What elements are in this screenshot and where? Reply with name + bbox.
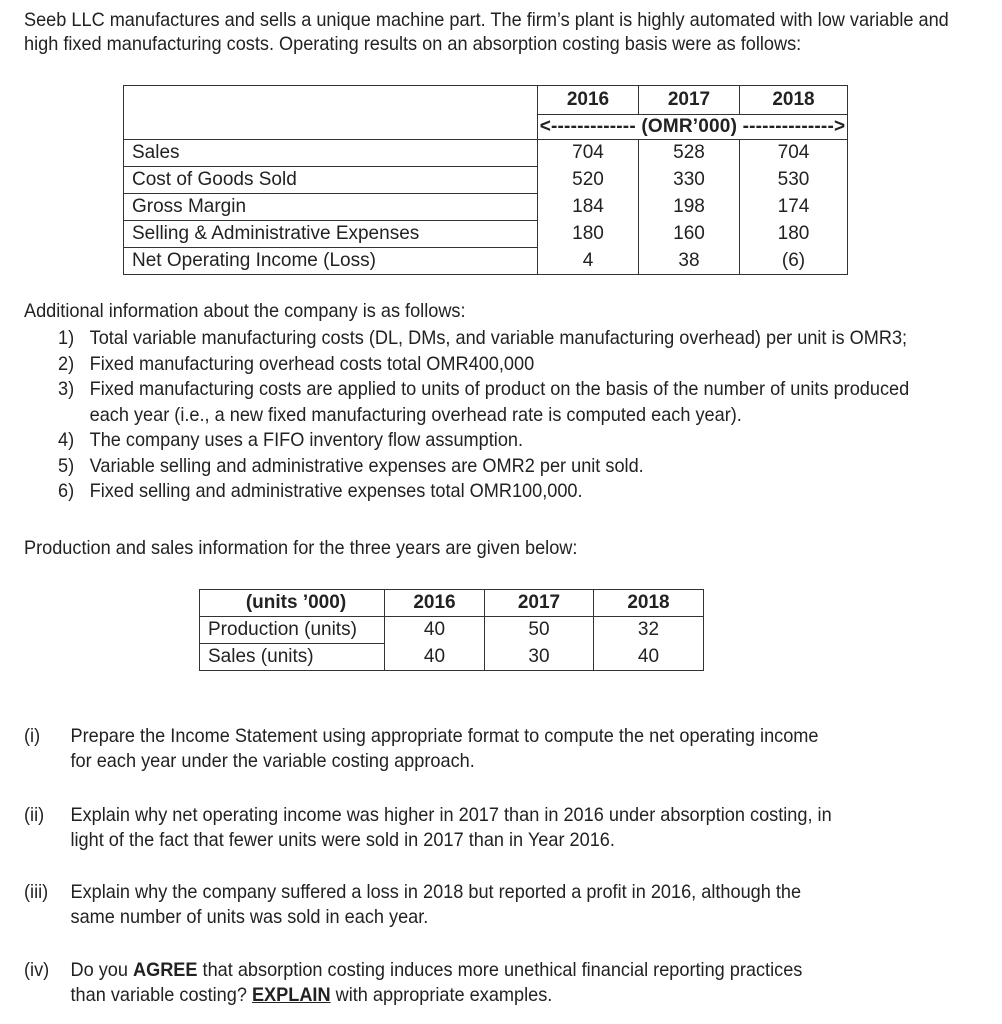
cell-value: 520 xyxy=(538,167,639,194)
list-item xyxy=(58,352,932,378)
list-item xyxy=(58,428,932,454)
emphasis-explain: EXPLAIN xyxy=(251,984,331,1006)
cell-value: 40 xyxy=(385,617,485,644)
year-header: 2017 xyxy=(485,590,594,617)
cell-value: 330 xyxy=(639,167,740,194)
table-row xyxy=(124,248,848,275)
question-text-part: Do you xyxy=(70,959,133,981)
row-label: Cost of Goods Sold xyxy=(124,167,538,194)
additional-info-heading: Additional information about the company is as follows: xyxy=(24,300,466,322)
cell-value: 174 xyxy=(740,194,848,221)
table-row xyxy=(124,140,848,167)
table-row xyxy=(124,194,848,221)
cell-value: 530 xyxy=(740,167,848,194)
cell-value: 704 xyxy=(740,140,848,167)
list-text: Fixed selling and administrative expenses total OMR100,000. xyxy=(89,480,583,502)
emphasis-agree: AGREE xyxy=(132,959,198,981)
list-number: 2) xyxy=(58,352,75,375)
table-row xyxy=(200,644,704,671)
question-line: same number of units was sold in each year. xyxy=(70,906,429,928)
question-iv xyxy=(24,958,842,1008)
cell-value: 160 xyxy=(639,221,740,248)
question-text xyxy=(71,958,843,1008)
row-label: Sales xyxy=(124,140,538,167)
cell-value: 4 xyxy=(538,248,639,275)
row-label: Production (units) xyxy=(200,617,385,644)
question-line: Explain why the company suffered a loss in 2018 but reported a profit in 2016, although the xyxy=(70,881,802,903)
list-number: 1) xyxy=(58,327,75,349)
table-row xyxy=(200,617,704,644)
question-text-part: with appropriate examples. xyxy=(330,984,553,1006)
question-text-part: that absorption costing induces more unethical financial reporting practices xyxy=(197,959,803,981)
question-line: light of the fact that fewer units were sold in 2017 than in Year 2016. xyxy=(70,829,615,851)
additional-info-list xyxy=(58,326,932,505)
list-item xyxy=(58,326,932,352)
list-item xyxy=(58,377,932,403)
cell-value: 38 xyxy=(639,248,740,275)
question-text-part: than variable costing? xyxy=(70,984,252,1006)
cell-value: 528 xyxy=(639,140,740,167)
cell-value: 180 xyxy=(740,221,848,248)
question-text xyxy=(71,724,843,774)
question-iii xyxy=(24,880,842,930)
question-line: for each year under the variable costing approach. xyxy=(70,750,475,772)
row-label: Net Operating Income (Loss) xyxy=(124,248,538,275)
list-text: Fixed manufacturing costs are applied to units of product on the basis of the number of units produced xyxy=(89,378,910,400)
list-number: 6) xyxy=(58,480,75,502)
unit-arrow-right: --------------> xyxy=(742,116,846,137)
income-table xyxy=(123,85,848,275)
cell-value: 40 xyxy=(385,644,485,671)
question-number: (iv) xyxy=(24,959,50,981)
unit-arrow-left: <------------- xyxy=(539,116,636,137)
cell-value: 198 xyxy=(639,194,740,221)
table-row xyxy=(124,221,848,248)
units-header: (units ’000) xyxy=(200,590,385,617)
question-text xyxy=(71,803,843,853)
production-heading: Production and sales information for the three years are given below: xyxy=(24,537,578,559)
list-number: 5) xyxy=(58,454,75,477)
income-table-year: 2018 xyxy=(740,86,848,115)
year-header: 2018 xyxy=(594,590,704,617)
cell-value: 184 xyxy=(538,194,639,221)
question-number: (iii) xyxy=(24,881,49,903)
intro-line: high fixed manufacturing costs. Operating results on an absorption costing basis were as follows: xyxy=(24,33,802,55)
list-number: 4) xyxy=(58,429,75,451)
table-row xyxy=(124,167,848,194)
question-ii xyxy=(24,803,842,853)
list-item xyxy=(58,454,932,480)
table-header-row xyxy=(200,590,704,617)
list-text: Fixed manufacturing overhead costs total OMR400,000 xyxy=(89,352,535,375)
list-text-continuation: each year (i.e., a new fixed manufacturing overhead rate is computed each year). xyxy=(89,403,742,426)
cell-value: 180 xyxy=(538,221,639,248)
income-table-unit xyxy=(538,115,848,140)
question-number: (ii) xyxy=(24,804,45,826)
intro-line: Seeb LLC manufactures and sells a unique machine part. The firm’s plant is highly automated with low variable and xyxy=(24,9,949,31)
question-line: Prepare the Income Statement using appropriate format to compute the net operating income xyxy=(70,725,819,747)
cell-value: 40 xyxy=(594,644,704,671)
question-number: (i) xyxy=(24,725,41,747)
intro-paragraph xyxy=(24,8,949,56)
list-number: 3) xyxy=(58,378,75,400)
list-text: Variable selling and administrative expenses are OMR2 per unit sold. xyxy=(89,454,644,477)
row-label: Selling & Administrative Expenses xyxy=(124,221,538,248)
cell-value: 30 xyxy=(485,644,594,671)
income-table-year: 2017 xyxy=(639,86,740,115)
row-label: Gross Margin xyxy=(124,194,538,221)
cell-value: 32 xyxy=(594,617,704,644)
row-label: Sales (units) xyxy=(200,644,385,671)
list-text: The company uses a FIFO inventory flow assumption. xyxy=(89,429,524,451)
list-item xyxy=(58,479,932,505)
income-table-corner xyxy=(124,86,538,140)
question-text xyxy=(71,880,843,930)
cell-value: 704 xyxy=(538,140,639,167)
production-table xyxy=(199,589,704,671)
unit-label: (OMR’000) xyxy=(641,116,738,137)
cell-value: 50 xyxy=(485,617,594,644)
year-header: 2016 xyxy=(385,590,485,617)
question-i xyxy=(24,724,842,774)
list-text: Total variable manufacturing costs (DL, DMs, and variable manufacturing overhead) per unit is OMR3; xyxy=(89,327,908,349)
income-table-year: 2016 xyxy=(538,86,639,115)
cell-value: (6) xyxy=(740,248,848,275)
question-line: Explain why net operating income was higher in 2017 than in 2016 under absorption costing, in xyxy=(70,804,832,826)
